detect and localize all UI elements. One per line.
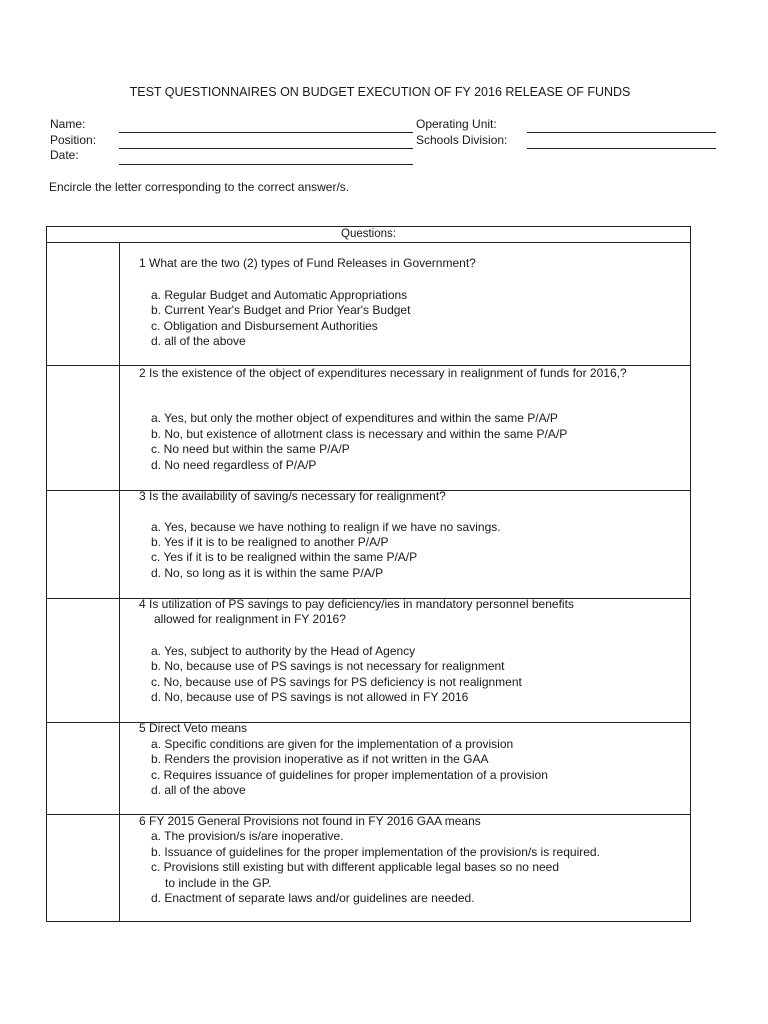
answer-option[interactable]: a. Specific conditions are given for the implementation of a provision — [151, 737, 514, 751]
answer-option[interactable]: c. Requires issuance of guidelines for proper implementation of a provision — [151, 768, 548, 782]
answer-option[interactable]: a. Regular Budget and Automatic Appropriations — [151, 288, 408, 302]
answer-option[interactable]: c. Obligation and Disbursement Authorities — [151, 319, 378, 333]
answer-option[interactable]: d. all of the above — [151, 334, 246, 348]
answer-option[interactable]: b. Current Year's Budget and Prior Year's Budget — [151, 303, 411, 317]
answer-option[interactable]: d. No, so long as it is within the same P/A/P — [151, 566, 384, 580]
answer-option[interactable]: c. No, because use of PS savings for PS deficiency is not realignment — [151, 675, 522, 689]
position-field-line[interactable] — [119, 148, 413, 149]
name-field-line[interactable] — [119, 132, 413, 133]
answer-option[interactable]: c. No need but within the same P/A/P — [151, 442, 350, 456]
position-label: Position: — [50, 133, 97, 147]
question-text: 3 Is the availability of saving/s necessary for realignment? — [139, 489, 446, 503]
answer-option-continued: to include in the GP. — [165, 876, 272, 890]
operating-unit-label: Operating Unit: — [416, 117, 497, 131]
instruction-text: Encircle the letter corresponding to the correct answer/s. — [49, 180, 350, 194]
answer-option[interactable]: a. Yes, subject to authority by the Head of Agency — [151, 644, 416, 658]
schools-division-field-line[interactable] — [527, 148, 716, 149]
operating-unit-field-line[interactable] — [527, 132, 716, 133]
answer-option[interactable]: b. Yes if it is to be realigned to another P/A/P — [151, 535, 389, 549]
answer-option[interactable]: d. Enactment of separate laws and/or guidelines are needed. — [151, 891, 475, 905]
answer-option[interactable]: c. Provisions still existing but with different applicable legal bases so no need — [151, 860, 560, 874]
answer-option[interactable]: b. Issuance of guidelines for the proper implementation of the provision/s is required. — [151, 845, 600, 859]
question-text: 4 Is utilization of PS savings to pay deficiency/ies in mandatory personnel benefits — [139, 597, 574, 611]
table-header: Questions: — [47, 227, 690, 243]
date-label: Date: — [50, 148, 79, 162]
answer-option[interactable]: b. Renders the provision inoperative as if not written in the GAA — [151, 752, 489, 766]
questions-table — [46, 226, 691, 922]
question-text: 2 Is the existence of the object of expenditures necessary in realignment of funds for 2016,? — [139, 366, 627, 380]
question-text: 5 Direct Veto means — [139, 721, 248, 735]
answer-option[interactable]: d. all of the above — [151, 783, 246, 797]
name-label: Name: — [50, 117, 86, 131]
answer-option[interactable]: c. Yes if it is to be realigned within the same P/A/P — [151, 550, 418, 564]
answer-option[interactable]: b. No, but existence of allotment class is necessary and within the same P/A/P — [151, 427, 568, 441]
question-text: 6 FY 2015 General Provisions not found in FY 2016 GAA means — [139, 814, 481, 828]
answer-option[interactable]: a. The provision/s is/are inoperative. — [151, 829, 344, 843]
column-divider — [119, 242, 120, 921]
document-title: TEST QUESTIONNAIRES ON BUDGET EXECUTION OF FY 2016 RELEASE OF FUNDS — [129, 85, 631, 99]
question-text: 1 What are the two (2) types of Fund Releases in Government? — [139, 256, 476, 270]
answer-option[interactable]: a. Yes, but only the mother object of expenditures and within the same P/A/P — [151, 411, 558, 425]
date-field-line[interactable] — [119, 164, 413, 165]
answer-option[interactable]: d. No, because use of PS savings is not allowed in FY 2016 — [151, 690, 469, 704]
answer-option[interactable]: d. No need regardless of P/A/P — [151, 458, 317, 472]
question-text-continued: allowed for realignment in FY 2016? — [154, 612, 346, 626]
schools-division-label: Schools Division: — [416, 133, 508, 147]
answer-option[interactable]: b. No, because use of PS savings is not necessary for realignment — [151, 659, 505, 673]
answer-option[interactable]: a. Yes, because we have nothing to realign if we have no savings. — [151, 520, 501, 534]
